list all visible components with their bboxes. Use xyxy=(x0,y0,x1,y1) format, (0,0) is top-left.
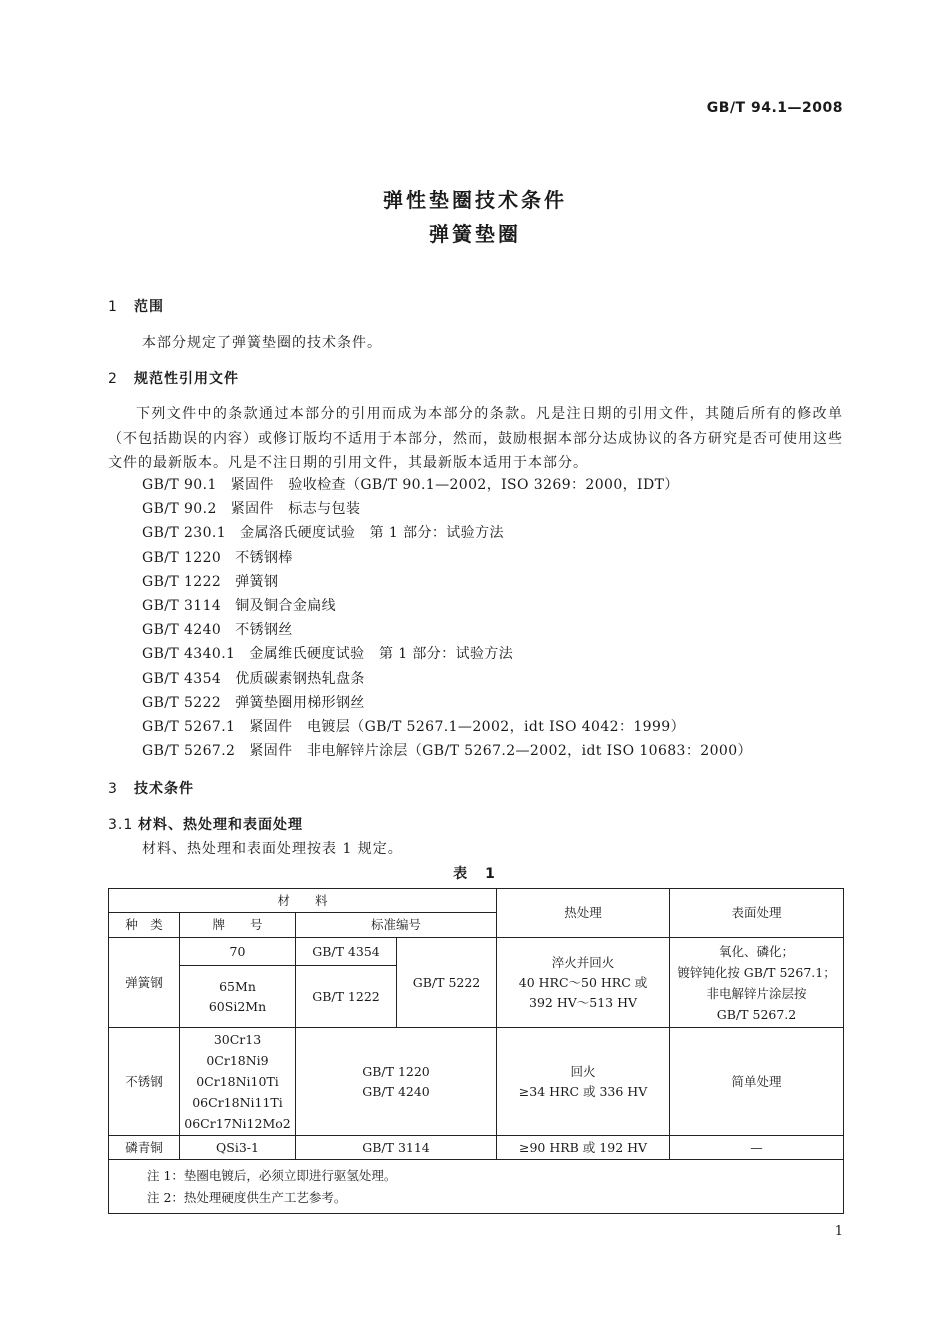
section-2-title: 规范性引用文件 xyxy=(134,371,239,387)
cell-kind-stainless: 不锈钢 xyxy=(109,1028,180,1136)
std-4240: GB/T 4240 xyxy=(362,1083,430,1099)
grade-65mn: 65Mn xyxy=(219,978,256,994)
reference-title: 不锈钢棒 xyxy=(235,549,293,566)
cell-std-stainless xyxy=(296,1028,497,1136)
section-2-number: 2 xyxy=(108,371,118,387)
document-subtitle: 弹簧垫圈 xyxy=(429,222,521,246)
standard-number: GB/T 94.1—2008 xyxy=(706,100,843,116)
reference-code: GB/T 90.1 xyxy=(142,477,217,493)
table-notes-row xyxy=(109,1160,844,1214)
section-3-title: 技术条件 xyxy=(134,781,194,797)
surface-spring-line-3: 非电解锌片涂层按 xyxy=(706,985,807,1001)
section-1-body: 本部分规定了弹簧垫圈的技术条件。 xyxy=(142,335,382,351)
reference-item xyxy=(142,498,360,518)
reference-item xyxy=(142,643,513,663)
reference-title: 不锈钢丝 xyxy=(235,622,293,639)
reference-item xyxy=(142,668,365,688)
table-1 xyxy=(108,888,844,1214)
reference-title: 紧固件 验收检查（GB/T 90.1—2002，ISO 3269：2000，IDT） xyxy=(230,477,679,493)
cell-surface-stainless: 简单处理 xyxy=(670,1028,844,1136)
std-1220: GB/T 1220 xyxy=(362,1063,430,1079)
reference-code: GB/T 5267.1 xyxy=(142,719,236,735)
section-3-1-number: 3.1 xyxy=(108,817,134,833)
reference-code: GB/T 5222 xyxy=(142,694,222,711)
header-grade: 牌 号 xyxy=(180,913,296,938)
reference-title: 优质碳素钢热轧盘条 xyxy=(235,670,365,687)
cell-grade-65mn-60si2mn xyxy=(180,966,296,1028)
section-3-heading xyxy=(108,778,194,798)
reference-item xyxy=(142,522,504,542)
grade-06cr17ni12mo2: 06Cr17Ni12Mo2 xyxy=(184,1116,291,1131)
reference-item xyxy=(142,474,679,494)
reference-item xyxy=(142,619,293,639)
cell-std-3114: GB/T 3114 xyxy=(296,1136,497,1160)
table-note-2: 注 2：热处理硬度供生产工艺参考。 xyxy=(147,1189,347,1205)
section-2-body: 下列文件中的条款通过本部分的引用而成为本部分的条款。凡是注日期的引用文件，其随后所有的修改单（不包括勘误的内容）或修订版均不适用于本部分，然而，鼓励根据本部分达成协议的各方研究是否可使用这些文件的最新版本。凡是不注日期的引用文件，其最新版本适用于本部分。 xyxy=(108,406,843,471)
section-1-title: 范围 xyxy=(134,299,164,315)
reference-item xyxy=(142,571,278,591)
reference-code: GB/T 1220 xyxy=(142,549,222,566)
cell-heat-bronze: ≥90 HRB 或 192 HV xyxy=(497,1136,670,1160)
reference-code: GB/T 3114 xyxy=(142,598,222,614)
heat-stainless-line-2: ≥34 HRC 或 336 HV xyxy=(518,1083,648,1099)
reference-title: 金属维氏硬度试验 第 1 部分：试验方法 xyxy=(249,646,514,663)
reference-code: GB/T 1222 xyxy=(142,573,222,590)
surface-spring-line-4: GB/T 5267.2 xyxy=(716,1006,797,1022)
reference-item xyxy=(142,692,365,712)
reference-code: GB/T 90.2 xyxy=(142,501,217,518)
cell-heat-spring xyxy=(497,938,670,1028)
grade-0cr18ni10ti: 0Cr18Ni10Ti xyxy=(196,1074,279,1089)
header-surface-treatment: 表面处理 xyxy=(670,889,844,938)
header-heat-treatment: 热处理 xyxy=(497,889,670,938)
table-notes xyxy=(109,1160,844,1214)
section-1-heading xyxy=(108,296,164,316)
cell-grades-stainless xyxy=(180,1028,296,1136)
reference-title: 弹簧垫圈用梯形钢丝 xyxy=(235,694,365,711)
reference-code: GB/T 5267.2 xyxy=(142,743,236,760)
header-standard-no: 标准编号 xyxy=(296,913,497,938)
cell-heat-stainless xyxy=(497,1028,670,1136)
reference-title: 铜及铜合金扁线 xyxy=(235,598,337,614)
table-note-1: 注 1：垫圈电镀后，必须立即进行驱氢处理。 xyxy=(147,1167,397,1183)
reference-code: GB/T 4240 xyxy=(142,622,222,639)
heat-spring-line-3: 392 HV～513 HV xyxy=(529,994,638,1010)
section-1-number: 1 xyxy=(108,299,118,315)
cell-kind-bronze: 磷青铜 xyxy=(109,1136,180,1160)
heat-spring-line-2: 40 HRC～50 HRC 或 xyxy=(518,974,648,990)
cell-std-5222: GB/T 5222 xyxy=(397,938,497,1028)
reference-title: 金属洛氏硬度试验 第 1 部分：试验方法 xyxy=(240,525,504,542)
heat-spring-line-1: 淬火并回火 xyxy=(551,954,615,970)
reference-item xyxy=(142,740,752,760)
surface-spring-line-1: 氧化、磷化； xyxy=(719,943,795,959)
cell-kind-spring: 弹簧钢 xyxy=(109,938,180,1028)
grade-30cr13: 30Cr13 xyxy=(213,1032,262,1047)
reference-title: 紧固件 电镀层（GB/T 5267.1—2002，idt ISO 4042：1999） xyxy=(249,719,685,735)
reference-code: GB/T 4354 xyxy=(142,670,222,687)
header-material: 材 料 xyxy=(109,889,497,913)
reference-title: 紧固件 非电解锌片涂层（GB/T 5267.2—2002，idt ISO 10683：2000） xyxy=(249,743,752,760)
reference-code: GB/T 230.1 xyxy=(142,525,227,542)
section-3-1-heading xyxy=(108,814,303,834)
document-title: 弹性垫圈技术条件 xyxy=(383,188,567,212)
section-3-number: 3 xyxy=(108,781,118,797)
cell-std-1222: GB/T 1222 xyxy=(296,966,397,1028)
table-row-spring-steel-1 xyxy=(109,938,844,966)
grade-60si2mn: 60Si2Mn xyxy=(208,998,267,1014)
reference-title: 弹簧钢 xyxy=(235,573,279,590)
grade-0cr18ni9: 0Cr18Ni9 xyxy=(206,1053,269,1068)
table-row-bronze xyxy=(109,1136,844,1160)
section-3-1-body: 材料、热处理和表面处理按表 1 规定。 xyxy=(142,841,403,857)
surface-spring-line-2: 镀锌钝化按 GB/T 5267.1； xyxy=(677,964,836,980)
reference-title: 紧固件 标志与包装 xyxy=(230,501,361,518)
section-2-heading xyxy=(108,368,239,388)
cell-grade-qsi3-1: QSi3-1 xyxy=(180,1136,296,1160)
cell-grade-70: 70 xyxy=(180,938,296,966)
cell-surface-spring xyxy=(670,938,844,1028)
section-3-1-title: 材料、热处理和表面处理 xyxy=(138,817,303,833)
table-row-stainless xyxy=(109,1028,844,1136)
grade-06cr18ni11ti: 06Cr18Ni11Ti xyxy=(192,1095,283,1110)
reference-item xyxy=(142,547,293,567)
heat-stainless-line-1: 回火 xyxy=(570,1063,596,1079)
reference-item xyxy=(142,716,685,736)
reference-item xyxy=(142,595,336,615)
header-kind: 种 类 xyxy=(109,913,180,938)
cell-surface-bronze: — xyxy=(670,1136,844,1160)
table-1-caption: 表 1 xyxy=(453,866,497,882)
page-number: 1 xyxy=(834,1224,843,1239)
table-header-row-1 xyxy=(109,889,844,913)
cell-std-4354: GB/T 4354 xyxy=(296,938,397,966)
reference-code: GB/T 4340.1 xyxy=(142,646,236,663)
